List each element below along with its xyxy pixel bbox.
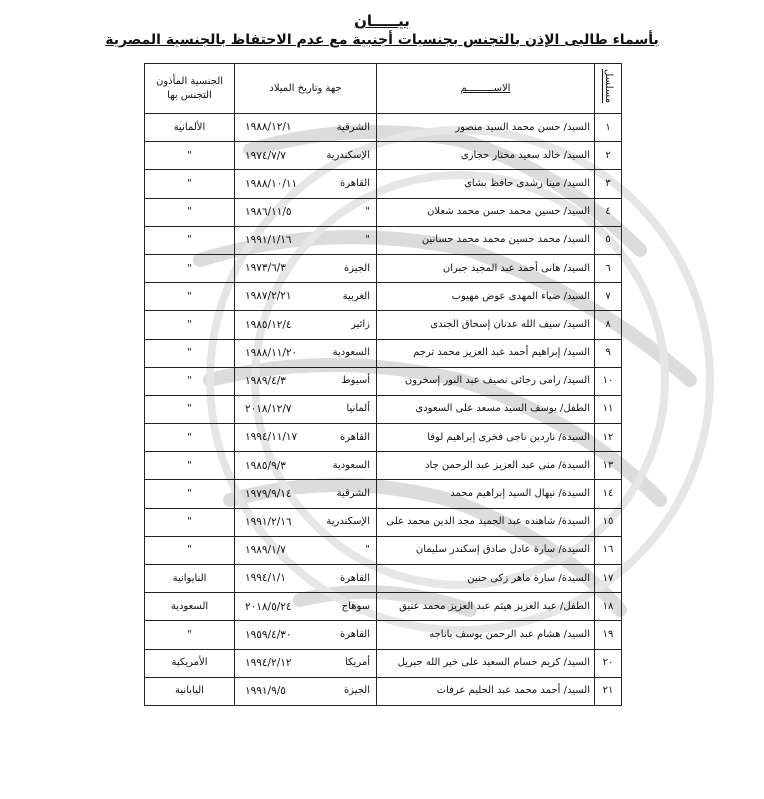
row-birth [235, 339, 377, 367]
row-name: السيد/ حسين محمد حسن محمد شعلان [377, 198, 595, 226]
row-serial: ١١ [595, 395, 622, 423]
row-name: السيدة/ منى عبد العزيز عبد الرحمن جاد [377, 452, 595, 480]
row-nationality: الألمانية [145, 114, 235, 142]
row-birth [235, 593, 377, 621]
row-serial: ٥ [595, 226, 622, 254]
table-row [145, 142, 622, 170]
row-nationality: النايوانية [145, 565, 235, 593]
row-nationality: " [145, 311, 235, 339]
row-birth-date: ١٩٧٤/٧/٧ [245, 149, 286, 162]
row-birth-date: ١٩٩١/٩/٥ [245, 685, 286, 698]
document-subtitle: بأسماء طالبى الإذن بالتجنس بجنسيات أجنبية مع عدم الاحتفاظ بالجنسية المصرية [105, 32, 659, 48]
row-birth [235, 114, 377, 142]
row-name: السيدة/ نيهال السيد إبراهيم محمد [377, 480, 595, 508]
row-birth-place: السعودية [332, 347, 370, 359]
row-nationality: " [145, 254, 235, 282]
row-name: السيد/ مينا رشدى حافظ بشاى [377, 170, 595, 198]
row-birth-place: القاهرة [340, 431, 370, 443]
row-nationality: " [145, 226, 235, 254]
row-birth-place: " [365, 206, 370, 218]
row-birth [235, 480, 377, 508]
row-birth [235, 254, 377, 282]
table-row [145, 424, 622, 452]
table-row [145, 395, 622, 423]
header-birth: جهة وتاريخ الميلاد [235, 64, 377, 114]
row-birth-date: ١٩٩٤/١١/١٧ [245, 431, 298, 444]
table-row [145, 198, 622, 226]
row-name: السيدة/ سارة عادل صادق إسكندر سليمان [377, 536, 595, 564]
row-nationality: " [145, 536, 235, 564]
table-row [145, 452, 622, 480]
row-serial: ٨ [595, 311, 622, 339]
row-nationality: " [145, 198, 235, 226]
row-birth-place: القاهرة [340, 628, 370, 640]
row-birth-place: السعودية [332, 459, 370, 471]
row-birth-place: زائير [351, 318, 370, 330]
table-row [145, 480, 622, 508]
row-name: السيد/ رامى رجائى نصيف عبد النور إسخرون [377, 367, 595, 395]
table-row [145, 311, 622, 339]
row-serial: ١ [595, 114, 622, 142]
row-birth-date: ١٩٨٧/٢/٢١ [245, 290, 292, 303]
row-birth-place: " [365, 234, 370, 246]
row-name: السيدة/ شاهنده عبد الحميد مجد الدين محمد على [377, 508, 595, 536]
row-birth-place: الجيزة [343, 685, 370, 697]
row-nationality: " [145, 283, 235, 311]
row-birth-date: ٢٠١٨/١٢/٧ [245, 403, 292, 416]
header-name: الاســـــــــم [377, 64, 595, 114]
row-serial: ٢ [595, 142, 622, 170]
row-name: الطفل/ عبد العزيز هيثم عبد العزيز محمد عتيق [377, 593, 595, 621]
row-birth [235, 283, 377, 311]
table-row [145, 283, 622, 311]
row-birth-date: ١٩٨٥/١٢/٤ [245, 318, 292, 331]
row-birth-date: ٢٠١٨/٥/٢٤ [245, 600, 292, 613]
row-name: السيد/ حسن محمد السيد منصور [377, 114, 595, 142]
table-row [145, 593, 622, 621]
row-name: السيد/ هانى أحمد عبد المجيد جبران [377, 254, 595, 282]
row-birth-place: القاهرة [340, 177, 370, 189]
row-birth-date: ١٩٨٨/١٢/١ [245, 121, 292, 134]
row-name: السيد/ سيف الله عدنان إسحاق الجندى [377, 311, 595, 339]
row-birth [235, 508, 377, 536]
row-birth-place: " [365, 544, 370, 556]
row-serial: ١٠ [595, 367, 622, 395]
document-title: بيـــــان [354, 12, 410, 30]
row-nationality: " [145, 142, 235, 170]
header-nationality: الجنسية المأذون التجنس بها [145, 64, 235, 114]
row-birth-place: الغربية [342, 290, 370, 302]
table-row [145, 621, 622, 649]
row-birth-place: القاهرة [340, 572, 370, 584]
row-birth [235, 424, 377, 452]
header-serial: مسلسل [595, 64, 622, 114]
row-name: السيد/ أحمد محمد عبد الحليم عرفات [377, 677, 595, 705]
table-row [145, 339, 622, 367]
row-birth-date: ١٩٨٩/١/٧ [245, 544, 286, 557]
row-birth-date: ١٩٨٦/١١/٥ [245, 205, 292, 218]
row-birth-place: الجيزة [343, 262, 370, 274]
row-nationality: " [145, 621, 235, 649]
table-row [145, 114, 622, 142]
row-name: السيد/ كريم حسام السعيد على خير الله جبريل [377, 649, 595, 677]
row-birth-place: سوهاج [341, 600, 370, 612]
row-nationality: " [145, 170, 235, 198]
table-row [145, 226, 622, 254]
row-name: السيد/ خالد سعيد مختار حجازى [377, 142, 595, 170]
row-birth-place: أمريكا [344, 657, 370, 669]
row-birth-date: ١٩٨٩/٤/٣ [245, 375, 286, 388]
row-serial: ٢١ [595, 677, 622, 705]
row-serial: ١٩ [595, 621, 622, 649]
row-birth [235, 170, 377, 198]
row-nationality: " [145, 452, 235, 480]
row-serial: ٣ [595, 170, 622, 198]
row-name: السيد/ محمد حسين محمد محمد حسانين [377, 226, 595, 254]
row-birth-place: ألمانيا [346, 403, 370, 415]
row-birth-date: ١٩٧٣/٦/٣ [245, 262, 286, 275]
row-birth-date: ١٩٥٩/٤/٣٠ [245, 628, 292, 641]
table-row [145, 649, 622, 677]
row-nationality: " [145, 367, 235, 395]
row-birth-place: الشرقية [336, 488, 370, 500]
row-birth-place: الإسكندرية [326, 516, 370, 528]
row-serial: ٩ [595, 339, 622, 367]
row-birth [235, 198, 377, 226]
row-birth-date: ١٩٩١/٢/١٦ [245, 515, 292, 528]
table-row [145, 170, 622, 198]
row-nationality: " [145, 508, 235, 536]
row-serial: ٢٠ [595, 649, 622, 677]
applicants-table [144, 63, 622, 706]
row-birth [235, 565, 377, 593]
row-nationality: اليابانية [145, 677, 235, 705]
row-name: السيد/ إبراهيم أحمد عبد العزيز محمد ترجم [377, 339, 595, 367]
table-row [145, 367, 622, 395]
table-row [145, 254, 622, 282]
row-nationality: " [145, 395, 235, 423]
row-name: الطفل/ يوسف السيد مسعد على السعودى [377, 395, 595, 423]
table-row [145, 536, 622, 564]
row-serial: ١٣ [595, 452, 622, 480]
row-birth [235, 452, 377, 480]
row-birth-place: الإسكندرية [326, 149, 370, 161]
row-birth-date: ١٩٧٩/٩/١٤ [245, 487, 292, 500]
row-nationality: الأمريكية [145, 649, 235, 677]
row-serial: ٦ [595, 254, 622, 282]
row-birth [235, 395, 377, 423]
row-birth [235, 311, 377, 339]
row-birth [235, 649, 377, 677]
row-name: السيد/ ضياء المهدى عوض مهيوب [377, 283, 595, 311]
row-birth-date: ١٩٨٨/١١/٢٠ [245, 346, 298, 359]
table-row [145, 677, 622, 705]
row-birth [235, 536, 377, 564]
row-serial: ١٢ [595, 424, 622, 452]
row-birth-date: ١٩٩١/١/١٦ [245, 234, 292, 247]
row-birth [235, 677, 377, 705]
row-birth-date: ١٩٩٤/٢/١٢ [245, 656, 292, 669]
row-nationality: السعودية [145, 593, 235, 621]
row-birth [235, 226, 377, 254]
row-serial: ١٤ [595, 480, 622, 508]
row-birth [235, 142, 377, 170]
row-serial: ١٨ [595, 593, 622, 621]
row-nationality: " [145, 424, 235, 452]
row-name: السيدة/ سارة ماهر زكى حنين [377, 565, 595, 593]
row-birth [235, 621, 377, 649]
row-birth-date: ١٩٨٥/٩/٣ [245, 459, 286, 472]
table-row [145, 565, 622, 593]
row-nationality: " [145, 480, 235, 508]
row-birth-place: أسيوط [341, 375, 370, 387]
row-serial: ١٦ [595, 536, 622, 564]
table-header-row [145, 64, 622, 114]
row-serial: ٤ [595, 198, 622, 226]
row-serial: ٧ [595, 283, 622, 311]
row-serial: ١٥ [595, 508, 622, 536]
table-row [145, 508, 622, 536]
row-serial: ١٧ [595, 565, 622, 593]
row-name: السيد/ هشام عبد الرحمن يوسف باناجه [377, 621, 595, 649]
row-birth-place: الشرقية [336, 121, 370, 133]
row-nationality: " [145, 339, 235, 367]
row-birth [235, 367, 377, 395]
row-birth-date: ١٩٨٨/١٠/١١ [245, 177, 298, 190]
row-name: السيدة/ ناردين ناجى فخرى إبراهيم لوقا [377, 424, 595, 452]
row-birth-date: ١٩٩٤/١/١ [245, 572, 286, 585]
